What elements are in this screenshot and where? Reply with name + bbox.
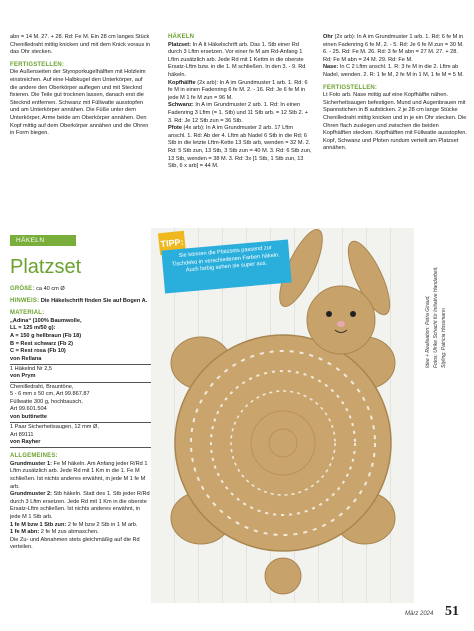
supply-line: Art 99.601.504 xyxy=(10,406,47,413)
intro-text: abn = 14 M. 27. + 28. Rd: Fe M. Ein 28 cm langes Stück Chenilledraht mittig knicken und mit dem Knick voraus in das Ohr stecken. xyxy=(10,34,151,56)
allgemeines-label: ALLGEMEINES: xyxy=(10,453,58,460)
supply-line: Füllwatte 300 g, hochbausch, xyxy=(10,398,83,405)
material-line: LL = 125 m/50 g): xyxy=(10,325,56,332)
supply-line: 5 - 6 mm x 50 cm, Art 99.867.87 xyxy=(10,391,90,398)
tool-line: 1 Häkelnd Nr 2,5 xyxy=(10,365,52,372)
instruction-paragraph: Kopfhälfte (2x arb): In A im Grundmuster 1 arb. 1. Rd: 6 fe M in einen Fadenring 6 fe M. 2. - 16. Rd: Je 6 fe M in jede M 1 fe M zun = 96 M. xyxy=(168,79,308,101)
section-badge: HÄKELN xyxy=(10,235,76,246)
instruction-paragraph: Platzset: In A It Häkelschrift arb. Das 1. Stb einer Rd durch 3 Lftm ersetzen. Vor einer fe M am Rd-Anfang 1 Lftm zusätzlich arb. Jede Rd mit 1 Kettm in die oberste Ersatz-Lftm bzw. in die 1. M schließen. In den 3. - 9. Rd häkeln. xyxy=(168,41,306,78)
hinweis-text: Die Häkelschrift finden Sie auf Bogen A. xyxy=(40,297,148,304)
nase-paragraph: Nase: In C 2 Lftm anschl. 1. R: 3 fe M in die 2. Lftm ab Nadel, wenden. 2. R: 1 fe M, 2 fe M in 1 M, 1 fe M = 5 M. xyxy=(323,64,464,78)
allgemeines-item: 1 fe M abn: 2 fe M zus abmaschen. xyxy=(10,529,99,536)
credit-line: Fotos: Ulrike Schacht für Initiative Handarbeit, xyxy=(433,266,439,368)
groesse-value: ca 40 cm Ø xyxy=(36,286,65,292)
material-line: „Adina“ (100% Baumwolle, xyxy=(10,317,82,324)
ohr-paragraph: Ohr (2x arb): In A im Grundmuster 1 arb. 1. Rd: 6 fe M in einen Fadenring 6 fe M. 2. - 5. Rd: Je 6 fe M zun = 30 M. 6. - 25. Rd: Fe M. 26. Rd: 3 fe M abn = 27 M. 27. + 28. Rd: Fe M abn = 24 M. 29. Rd: Fe M. xyxy=(323,34,464,63)
photo-credits xyxy=(419,250,453,370)
middle-column xyxy=(168,34,312,171)
credit-line: Styling: Patricia Hossmann xyxy=(441,308,447,368)
brand-prym: von Prym xyxy=(10,373,151,382)
hinweis-label: HINWEIS: xyxy=(10,297,40,304)
safety-line: Art 89111 xyxy=(10,431,34,438)
material-line: B = Rest schwarz (Fb 2) xyxy=(10,340,73,347)
brand-rellana: von Rellana xyxy=(10,356,151,365)
allgemeines-item: 1 fe M bzw 1 Stb zun: 2 fe M bzw 2 Stb in 1 M arb. xyxy=(10,521,138,528)
allgemeines-item: Grundmuster 2: Stb häkeln. Statt des 1. Stb jeder R/Rd durch 3 Lftm ersetzen. Jede Rd mit 1 Km in die oberste Ersatz-Lftm schließen. Ist nichts anderes erwähnt, in jede M 1 Stb arb. xyxy=(10,491,150,521)
supply-line: Chenilledraht, Brauntöne, xyxy=(10,383,74,390)
footer-month: März 2024 xyxy=(405,611,434,617)
tip-box: Sie können die Platzsets passend zur Tischdeko in verschiedenen Farben häkeln. Auch farbig sehen sie super aus. xyxy=(161,240,291,294)
fertigstellen-heading-1: FERTIGSTELLEN: xyxy=(10,61,65,68)
fertigstellen-text-1: Die Außenseiten der Styroporkugelhälften mit Holzleim einstreichen. Auf eine Halbkugel den Unterkörper, auf die andere den Oberkörper auflegen und mit Stecknd fixieren. Die Teile gut trocknen lassen, danach erst die Stecknd entfernen. Schwanz mit Füllwatte ausstopfen und am Unterkörper annähen. Die Füße unter dem Unterkörper, Arme beide am Oberkörper annähen. Den Kopf mittig auf dem Oberkörper annähen und die Ohren in Form biegen. xyxy=(10,69,149,137)
material-column xyxy=(10,286,151,552)
right-column xyxy=(323,34,467,153)
page-title: Platzset xyxy=(10,256,82,278)
brand-buttinette: von buttinette xyxy=(10,414,151,423)
haekeln-heading: HÄKELN xyxy=(168,34,195,40)
fertigstellen-heading-2: FERTIGSTELLEN: xyxy=(323,84,378,91)
allgemeines-item: Die Zu- und Abnahmen stets gleichmäßig auf die Rd verteilen. xyxy=(10,536,140,551)
groesse-label: GRÖßE: xyxy=(10,286,35,292)
material-label: MATERIAL: xyxy=(10,310,45,317)
instruction-paragraph: Schwanz: In A im Grundmuster 2 arb. 1. Rd: In einen Fadenring 3 Lftm (= 1. Stb) und 11 Stb arb. = 12 Stb 2. + 3. Rd: Je 12 Stb zun = 36 Stb. xyxy=(168,102,308,124)
instruction-paragraph: Pfote (4x arb): In A im Grundmuster 2 arb. 17 Lftm anschl. 1. Rd: Ab der 4. Lftm ab Nadel 6 Stb in die Rd; 6 Stb in die letzte Lftm-Kette 13 Stb arb, wenden = 32 M. 2. Rd: 5 Stb zun, 13 Stb, 3 Stb zun = 40 M. 3. Rd: 6 Stb zun, 13 Stb, wenden = 38 M. 3. Rd: 3x [1 Stb, 1 Stb zun, 13 Stb, 6 x arb] = 44 M. xyxy=(168,125,312,170)
allgemeines-item: Grundmuster 1: Fe M häkeln. Am Anfang jeder R/Rd 1 Lftm zusätzlich arb. Jede Rd mit 1 Km in die 1. Fe M schließen. Ist nichts anderes erwähnt, in jede M 1 fe M arb. xyxy=(10,460,148,490)
safety-line: 1 Paar Sicherheitsaugen, 12 mm Ø, xyxy=(10,424,99,430)
page-number: 51 xyxy=(445,604,459,619)
left-column xyxy=(10,34,151,138)
fertigstellen-text-2: Lt Foto arb. Nase mittig auf eine Kopfhälfte nähen. Sicherheitsaugen befestigen. Mund und Augenbrauen mit Spannstichen in B aufsticken. 2 je 28 cm lange Stücke Chenilledraht mittig knicken und in je ein Ohr stecken. Die Ohren flach zuslegen und zwischen die beiden Kopfhälften stecken. Kopfhälften mit Füllwatte ausstopfen. Kopf, Schwanz und Pfoten rundum verteilt am Platzset annähen. xyxy=(323,92,467,152)
material-line: C = Rest rosa (Fb 10) xyxy=(10,348,66,355)
brand-rayher: von Rayher xyxy=(10,439,151,448)
material-line: A = 150 g hellbraun (Fb 18) xyxy=(10,332,82,339)
tip-tag: TIPP: xyxy=(158,231,186,256)
credit-line: Idee + Realisation: Petra Giraud, xyxy=(425,295,431,368)
